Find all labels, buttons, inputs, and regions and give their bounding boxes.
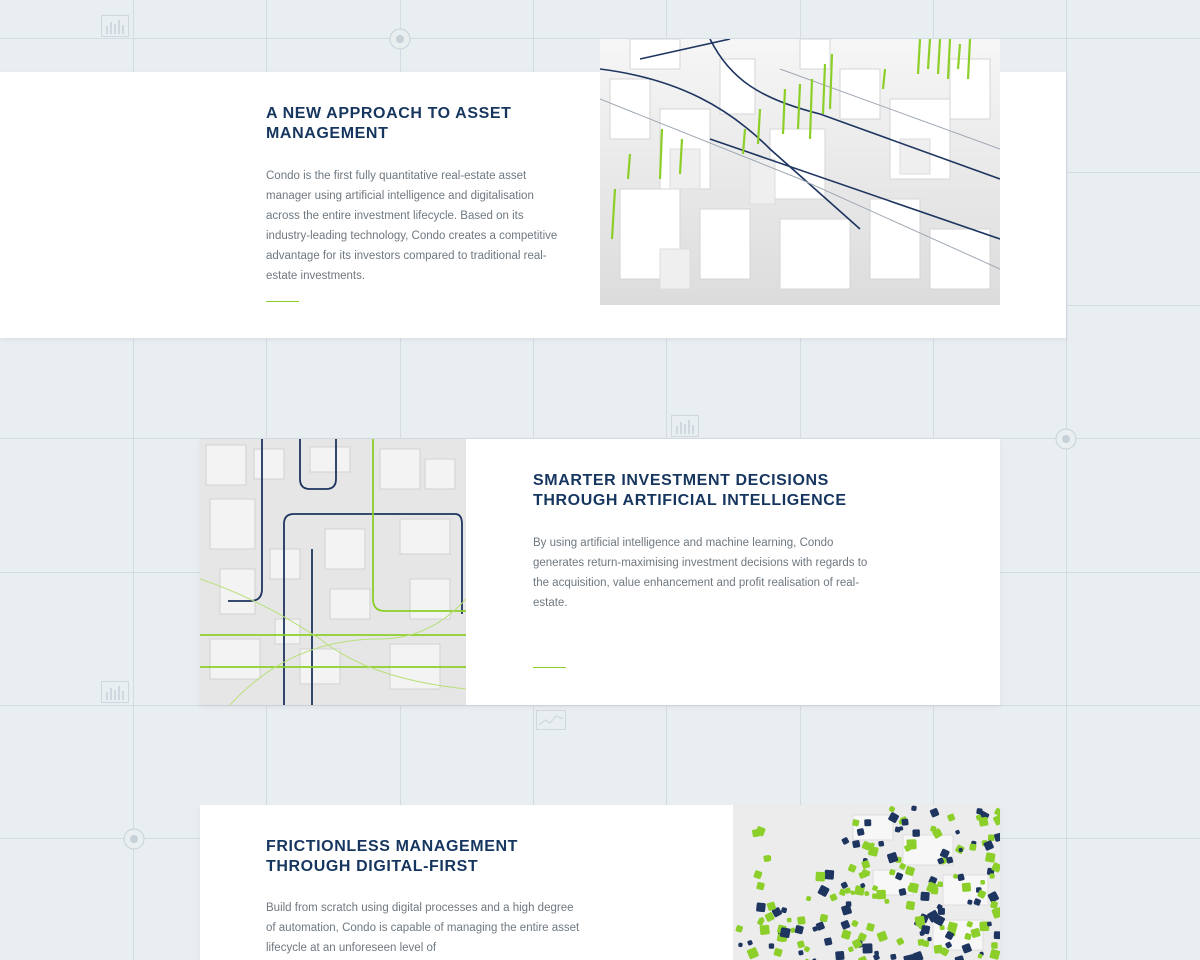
section-body: Build from scratch using digital processes and a high degree of automation, Condo is capable of managing the entire asset lifecycle at an unforeseen level of — [266, 902, 580, 954]
section-body: Condo is the first fully quantitative real-estate asset manager using artificial intelligence and digitalisation across the entire investment lifecycle. Based on its industry-leading technology, Condo creates a competitive advantage for its investors compared to traditional real-estate investments. — [266, 170, 558, 282]
bar-chart-icon — [671, 415, 699, 437]
bar-chart-icon — [101, 681, 129, 703]
section-title: A NEW APPROACH TO ASSET MANAGEMENT — [266, 105, 512, 142]
grid-node-icon — [122, 827, 146, 851]
grid-node-icon — [1054, 427, 1078, 451]
accent-divider — [266, 301, 299, 302]
grid-node-icon — [388, 27, 412, 51]
section-body: By using artificial intelligence and machine learning, Condo generates return-maximising investment decisions with regards to the acquisition, value enhancement and profit realisation of real-estate. — [533, 537, 868, 609]
accent-divider — [533, 667, 566, 668]
particles-illustration — [733, 805, 1000, 960]
city-illustration-3d — [600, 39, 1000, 305]
section-title: SMARTER INVESTMENT DECISIONS THROUGH ARTIFICIAL INTELLIGENCE — [533, 472, 847, 509]
city-topview-illustration — [200, 439, 466, 705]
section-title: FRICTIONLESS MANAGEMENT THROUGH DIGITAL-FIRST — [266, 838, 519, 875]
line-chart-icon — [536, 710, 566, 730]
bar-chart-icon — [101, 15, 129, 37]
